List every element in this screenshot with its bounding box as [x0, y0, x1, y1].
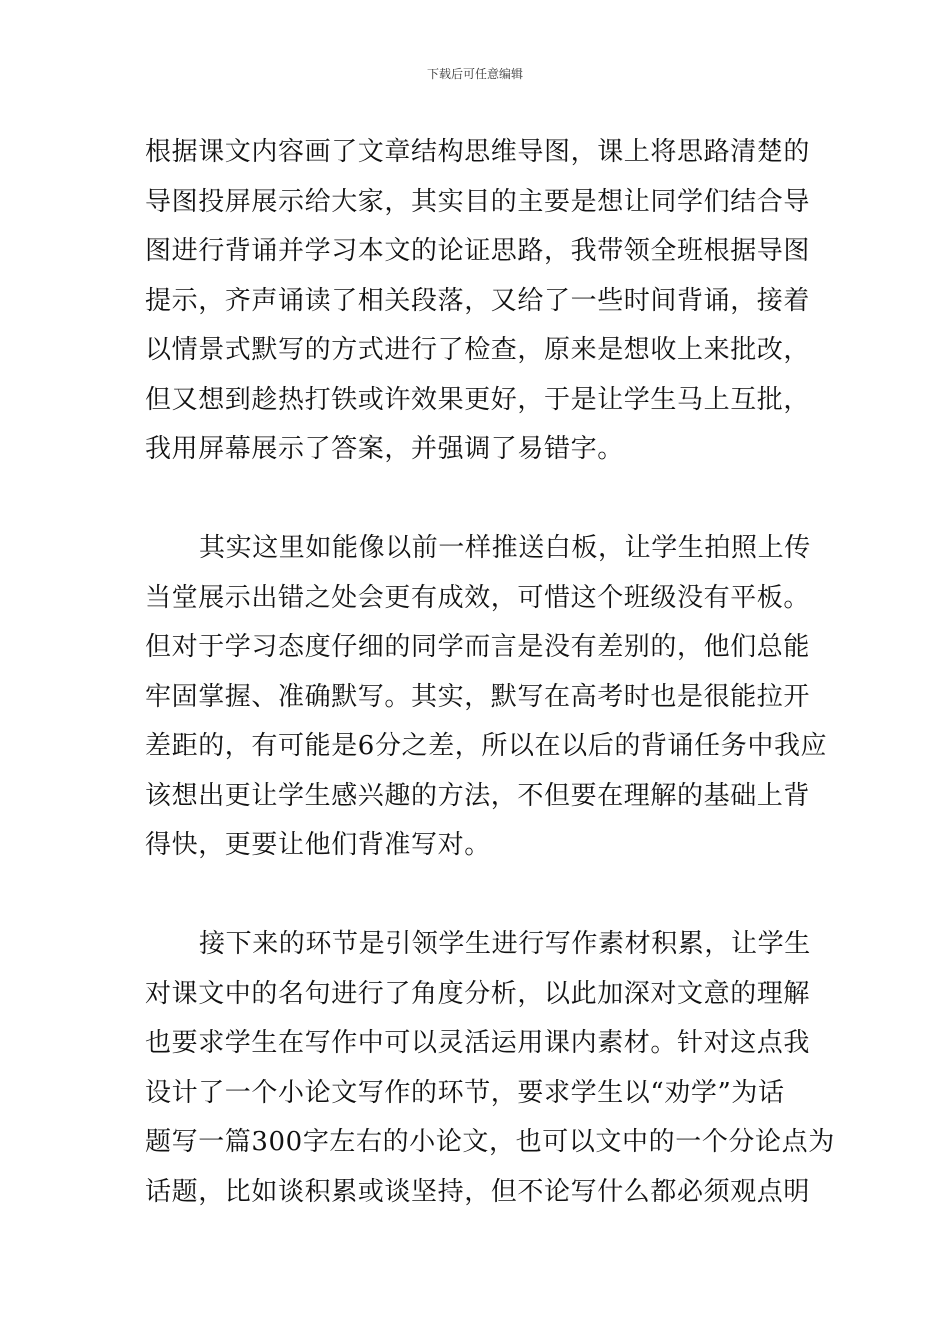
text-line: 也要求学生在写作中可以灵活运用课内素材。针对这点我 [145, 1028, 811, 1058]
text-line: 该想出更让学生感兴趣的方法，不但要在理解的基础上背 [145, 780, 811, 811]
text-line: 根据课文内容画了文章结构思维导图，课上将思路清楚的 [145, 137, 811, 167]
text-line: 图进行背诵并学习本文的论证思路，我带领全班根据导图 [145, 236, 811, 266]
paragraph-spacer [145, 475, 810, 525]
text-line: 我用屏幕展示了答案，并强调了易错字。 [145, 434, 624, 464]
paragraph [145, 920, 835, 1217]
text-line: 其实这里如能像以前一样推送白板，让学生拍照上传 [199, 533, 811, 563]
text-line: 对课文中的名句进行了角度分析，以此加深对文意的理解 [145, 978, 811, 1009]
paragraph [145, 128, 810, 475]
text-line: 题写一篇300字左右的小论文，也可以文中的一个分论点为 [145, 1127, 835, 1157]
page-header-note: 下载后可任意编辑 [426, 67, 523, 81]
text-line: 设计了一个小论文写作的环节，要求学生以“劝学”为话 [145, 1077, 785, 1108]
text-line: 话题，比如谈积累或谈坚持，但不论写什么都必须观点明 [145, 1176, 811, 1207]
text-line: 当堂展示出错之处会更有成效，可惜这个班级没有平板。 [145, 582, 811, 613]
paragraph-spacer [145, 871, 810, 921]
text-line: 以情景式默写的方式进行了检查，原来是想收上来批改， [145, 335, 811, 365]
text-line: 牢固掌握、准确默写。其实，默写在高考时也是很能拉开 [145, 681, 811, 712]
text-line: 但对于学习态度仔细的同学而言是没有差别的，他们总能 [145, 632, 811, 662]
text-line: 差距的，有可能是6分之差，所以在以后的背诵任务中我应 [145, 731, 828, 761]
paragraph [145, 524, 828, 871]
document-body [145, 128, 835, 1217]
text-line: 导图投屏展示给大家，其实目的主要是想让同学们结合导 [145, 186, 811, 217]
text-line: 提示，齐声诵读了相关段落，又给了一些时间背诵，接着 [145, 285, 811, 316]
text-line: 但又想到趁热打铁或许效果更好，于是让学生马上互批， [145, 384, 811, 415]
text-line: 接下来的环节是引领学生进行写作素材积累，让学生 [199, 929, 811, 959]
text-line: 得快，更要让他们背准写对。 [145, 830, 491, 860]
